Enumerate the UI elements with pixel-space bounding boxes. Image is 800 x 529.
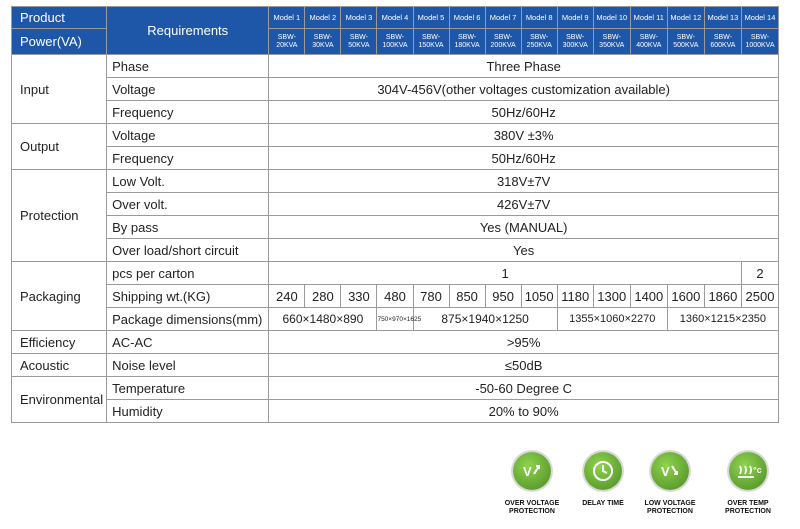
dimension-value: 660×1480×890 — [269, 308, 377, 331]
category-efficiency: Efficiency — [12, 331, 107, 354]
spec-value: -50-60 Degree C — [269, 377, 779, 400]
weight-value: 480 — [377, 285, 413, 308]
category-environmental: Environmental — [12, 377, 107, 423]
requirement-label: Frequency — [107, 101, 269, 124]
spec-value: 50Hz/60Hz — [269, 147, 779, 170]
requirement-label: By pass — [107, 216, 269, 239]
power-rating: SBW-150KVA — [413, 29, 449, 55]
weight-value: 850 — [449, 285, 485, 308]
feature-over-temp — [706, 452, 790, 516]
feature-label: LOW VOLTAGE — [644, 500, 696, 507]
table-row — [12, 170, 779, 193]
power-rating: SBW-500KVA — [667, 29, 704, 55]
power-rating: SBW-400KVA — [630, 29, 667, 55]
spec-value: Yes — [269, 239, 779, 262]
power-header: Power(VA) — [12, 29, 107, 55]
dimension-value: 1360×1215×2350 — [667, 308, 778, 331]
power-rating: SBW-100KVA — [377, 29, 413, 55]
model-header: Model 10 — [593, 7, 630, 29]
model-header: Model 6 — [449, 7, 485, 29]
power-rating: SBW-200KVA — [485, 29, 521, 55]
requirement-label: AC-AC — [107, 331, 269, 354]
requirement-label: Voltage — [107, 124, 269, 147]
over-voltage-icon — [513, 452, 551, 490]
spec-value: Three Phase — [269, 55, 779, 78]
feature-label: PROTECTION — [647, 508, 693, 515]
requirements-header: Requirements — [107, 7, 269, 55]
power-rating: SBW-180KVA — [449, 29, 485, 55]
weight-value: 1300 — [593, 285, 630, 308]
feature-low-voltage — [628, 452, 712, 516]
requirement-label: pcs per carton — [107, 262, 269, 285]
delay-time-icon — [584, 452, 622, 490]
dimension-value: 750×970×1625 — [377, 308, 413, 331]
requirement-label: Noise level — [107, 354, 269, 377]
power-rating: SBW-250KVA — [521, 29, 557, 55]
weight-value: 1050 — [521, 285, 557, 308]
spec-value: 304V-456V(other voltages customization available) — [269, 78, 779, 101]
weight-value: 240 — [269, 285, 305, 308]
model-header: Model 7 — [485, 7, 521, 29]
product-header: Product — [12, 7, 107, 29]
spec-value: 380V ±3% — [269, 124, 779, 147]
model-header: Model 1 — [269, 7, 305, 29]
weight-value: 1600 — [667, 285, 704, 308]
weight-value: 950 — [485, 285, 521, 308]
feature-label: DELAY TIME — [582, 500, 624, 507]
feature-label: OVER TEMP — [727, 500, 769, 507]
over-temp-icon — [729, 452, 767, 490]
spec-value: 50Hz/60Hz — [269, 101, 779, 124]
svg-text:°c: °c — [753, 465, 762, 475]
weight-value: 1400 — [630, 285, 667, 308]
table-row — [12, 308, 779, 331]
spec-value: 20% to 90% — [269, 400, 779, 423]
spec-value: 2 — [741, 262, 778, 285]
category-protection: Protection — [12, 170, 107, 262]
spec-value: 426V±7V — [269, 193, 779, 216]
feature-label: OVER VOLTAGE — [504, 500, 560, 507]
spec-table — [11, 6, 779, 423]
requirement-label: Phase — [107, 55, 269, 78]
feature-label: PROTECTION — [509, 508, 555, 515]
svg-text:V: V — [523, 464, 532, 479]
model-header: Model 14 — [741, 7, 778, 29]
spec-value: ≤50dB — [269, 354, 779, 377]
table-row — [12, 262, 779, 285]
feature-label: PROTECTION — [725, 508, 771, 515]
table-row — [12, 216, 779, 239]
table-row — [12, 101, 779, 124]
spec-value: Yes (MANUAL) — [269, 216, 779, 239]
table-row — [12, 377, 779, 400]
spec-value: >95% — [269, 331, 779, 354]
category-input: Input — [12, 55, 107, 124]
power-rating: SBW-300KVA — [557, 29, 593, 55]
requirement-label: Voltage — [107, 78, 269, 101]
table-row — [12, 400, 779, 423]
dimension-value: 1355×1060×2270 — [557, 308, 667, 331]
weight-value: 280 — [305, 285, 341, 308]
model-header: Model 9 — [557, 7, 593, 29]
requirement-label: Low Volt. — [107, 170, 269, 193]
category-packaging: Packaging — [12, 262, 107, 331]
weight-value: 2500 — [741, 285, 778, 308]
requirement-label: Humidity — [107, 400, 269, 423]
weight-value: 1180 — [557, 285, 593, 308]
spec-value: 1 — [269, 262, 742, 285]
table-row — [12, 147, 779, 170]
power-rating: SBW-600KVA — [704, 29, 741, 55]
category-output: Output — [12, 124, 107, 170]
weight-value: 1860 — [704, 285, 741, 308]
table-row — [12, 193, 779, 216]
model-header: Model 2 — [305, 7, 341, 29]
model-header: Model 12 — [667, 7, 704, 29]
model-header: Model 3 — [341, 7, 377, 29]
requirement-label: Over volt. — [107, 193, 269, 216]
weight-value: 330 — [341, 285, 377, 308]
requirement-label: Frequency — [107, 147, 269, 170]
spec-value: 318V±7V — [269, 170, 779, 193]
requirement-label: Package dimensions(mm) — [107, 308, 269, 331]
svg-text:V: V — [661, 464, 670, 479]
power-rating: SBW-1000KVA — [741, 29, 778, 55]
power-rating: SBW-20KVA — [269, 29, 305, 55]
feature-icons — [0, 452, 800, 529]
table-row — [12, 78, 779, 101]
model-header: Model 4 — [377, 7, 413, 29]
requirement-label: Shipping wt.(KG) — [107, 285, 269, 308]
table-row — [12, 285, 779, 308]
model-header: Model 11 — [630, 7, 667, 29]
model-header: Model 5 — [413, 7, 449, 29]
category-acoustic: Acoustic — [12, 354, 107, 377]
table-row — [12, 239, 779, 262]
power-rating: SBW-30KVA — [305, 29, 341, 55]
requirement-label: Temperature — [107, 377, 269, 400]
requirement-label: Over load/short circuit — [107, 239, 269, 262]
weight-value: 780 — [413, 285, 449, 308]
model-header: Model 13 — [704, 7, 741, 29]
table-row — [12, 354, 779, 377]
dimension-value: 875×1940×1250 — [413, 308, 557, 331]
table-row — [12, 331, 779, 354]
model-header: Model 8 — [521, 7, 557, 29]
table-row — [12, 55, 779, 78]
table-row — [12, 124, 779, 147]
low-voltage-icon — [651, 452, 689, 490]
power-rating: SBW-50KVA — [341, 29, 377, 55]
header-row-models — [12, 7, 779, 29]
power-rating: SBW-350KVA — [593, 29, 630, 55]
